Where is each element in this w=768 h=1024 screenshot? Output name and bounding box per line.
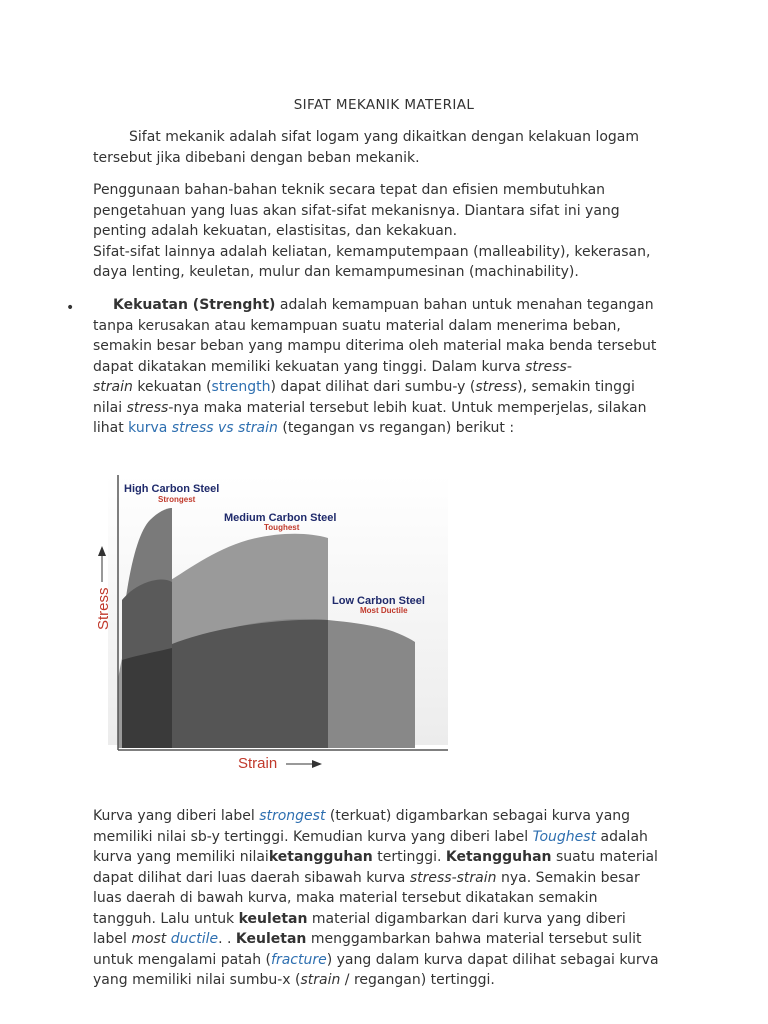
label-medium-carbon: Medium Carbon Steel [224, 512, 337, 524]
text-line: strain kekuatan (strength) dapat dilihat dari sumbu-y (stress), semakin tinggi [93, 379, 635, 395]
text-line: nilai stress-nya maka material tersebut lebih kuat. Untuk memperjelas, silakan [93, 399, 647, 416]
text-line: Penggunaan bahan-bahan teknik secara tepat dan efisien membutuhkan [93, 182, 606, 198]
text-line: tanpa kerusakan atau kemampuan suatu material dalam menerima beban, [93, 317, 621, 334]
text-line: kurva yang memiliki nilaiketangguhan tertinggi. Ketangguhan suatu material [93, 849, 658, 865]
text-line: Sifat mekanik adalah sifat logam yang dikaitkan dengan kelakuan logam [129, 129, 640, 145]
text-line: yang memiliki nilai sumbu-x (strain / regangan) tertinggi. [93, 972, 495, 988]
text-line: dapat dikatakan memiliki kekuatan yang tinggi. Dalam kurva stress- [93, 358, 572, 375]
label-most-ductile: Most Ductile [360, 606, 408, 615]
stress-strain-figure [88, 470, 448, 780]
y-axis-title: Stress [95, 587, 112, 630]
text-line: Kekuatan (Strenght) adalah kemampuan bahan untuk menahan tegangan [113, 297, 654, 313]
text-line: tersebut jika dibebani dengan beban mekanik. [93, 149, 420, 166]
text-line: Sifat-sifat lainnya adalah keliatan, kemamputempaan (malleability), kekerasan, [93, 243, 651, 260]
text-line: pengetahuan yang luas akan sifat-sifat mekanisnya. Diantara sifat ini yang [93, 202, 620, 219]
intro-paragraph [93, 127, 683, 168]
text-line: daya lenting, keuletan, mulur dan kemampumesinan (machinability). [93, 264, 579, 280]
text-line: luas daerah di bawah kurva, maka material tersebut dikatakan semakin [93, 890, 598, 906]
text-line: untuk mengalami patah (fracture) yang dalam kurva dapat dilihat sebagai kurva [93, 951, 659, 968]
overlap-area-dark [122, 648, 172, 748]
text-line: memiliki nilai sb-y tertinggi. Kemudian kurva yang diberi label Toughest adalah [93, 828, 648, 845]
text-line: penting adalah kekuatan, elastisitas, dan kekakuan. [93, 223, 458, 239]
y-arrowhead-icon [98, 546, 106, 556]
term-strength: Kekuatan (Strenght) [113, 297, 276, 313]
usage-paragraph [93, 180, 683, 283]
label-low-carbon: Low Carbon Steel [332, 595, 425, 607]
x-arrowhead-icon [312, 760, 322, 768]
label-high-carbon: High Carbon Steel [124, 483, 220, 495]
stress-strain-link[interactable]: kurva stress vs strain [128, 420, 278, 436]
x-axis-title: Strain [238, 755, 278, 772]
strength-link[interactable]: strength [211, 379, 271, 395]
text-line: tangguh. Lalu untuk keuletan material digambarkan dari kurva yang diberi [93, 910, 626, 927]
label-strongest: Strongest [158, 495, 196, 504]
mid-dark-area [172, 620, 328, 748]
explanation-paragraph [93, 806, 683, 991]
label-toughest: Toughest [264, 523, 300, 532]
text-line: semakin besar beban yang mampu diterima oleh material maka benda tersebut [93, 338, 657, 354]
text-line: lihat kurva stress vs strain (tegangan vs regangan) berikut : [93, 420, 515, 436]
text-line: label most ductile. . Keuletan menggambarkan bahwa material tersebut sulit [93, 931, 642, 947]
strength-paragraph [93, 295, 683, 439]
text-line: Kurva yang diberi label strongest (terkuat) digambarkan sebagai kurva yang [93, 808, 631, 824]
document-title: SIFAT MEKANIK MATERIAL [293, 97, 475, 113]
bullet-icon: • [66, 300, 75, 316]
text-line: dapat dilihat dari luas daerah sibawah kurva stress-strain nya. Semakin besar [93, 869, 640, 886]
